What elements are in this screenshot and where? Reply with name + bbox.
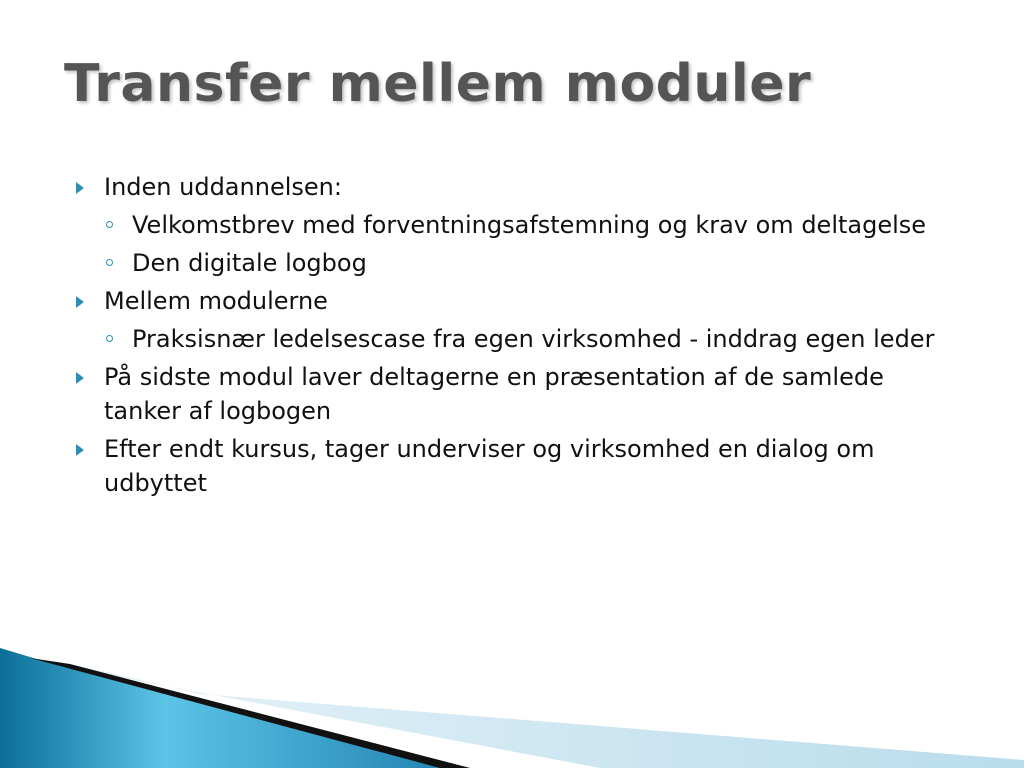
sub-bullet-text: Praksisnær ledelsescase fra egen virksomhed - inddrag egen leder xyxy=(132,325,935,353)
bullet-item xyxy=(74,170,954,204)
ring-bullet-icon xyxy=(106,259,113,266)
sub-bullet-item xyxy=(102,322,954,356)
bullet-text: Efter endt kursus, tager underviser og virksomhed en dialog om udbyttet xyxy=(104,435,875,497)
bullet-list xyxy=(74,170,954,504)
bullet-text: På sidste modul laver deltagerne en præsentation af de samlede tanker af logbogen xyxy=(104,363,884,425)
decorative-wave-graphic xyxy=(0,640,1024,768)
sub-bullet-text: Velkomstbrev med forventningsafstemning og krav om deltagelse xyxy=(132,211,927,239)
ring-bullet-icon xyxy=(106,335,113,342)
triangle-bullet-icon xyxy=(76,444,84,456)
triangle-bullet-icon xyxy=(76,296,84,308)
sub-bullet-text: Den digitale logbog xyxy=(132,249,367,277)
sub-bullet-item xyxy=(102,246,954,280)
bullet-item xyxy=(74,360,954,428)
slide-title: Transfer mellem moduler xyxy=(64,54,812,114)
triangle-bullet-icon xyxy=(76,372,84,384)
ring-bullet-icon xyxy=(106,221,113,228)
bullet-text: Inden uddannelsen: xyxy=(104,173,342,201)
sub-bullet-item xyxy=(102,208,954,242)
bullet-text: Mellem modulerne xyxy=(104,287,328,315)
bullet-item xyxy=(74,432,954,500)
triangle-bullet-icon xyxy=(76,182,84,194)
bullet-item xyxy=(74,284,954,318)
